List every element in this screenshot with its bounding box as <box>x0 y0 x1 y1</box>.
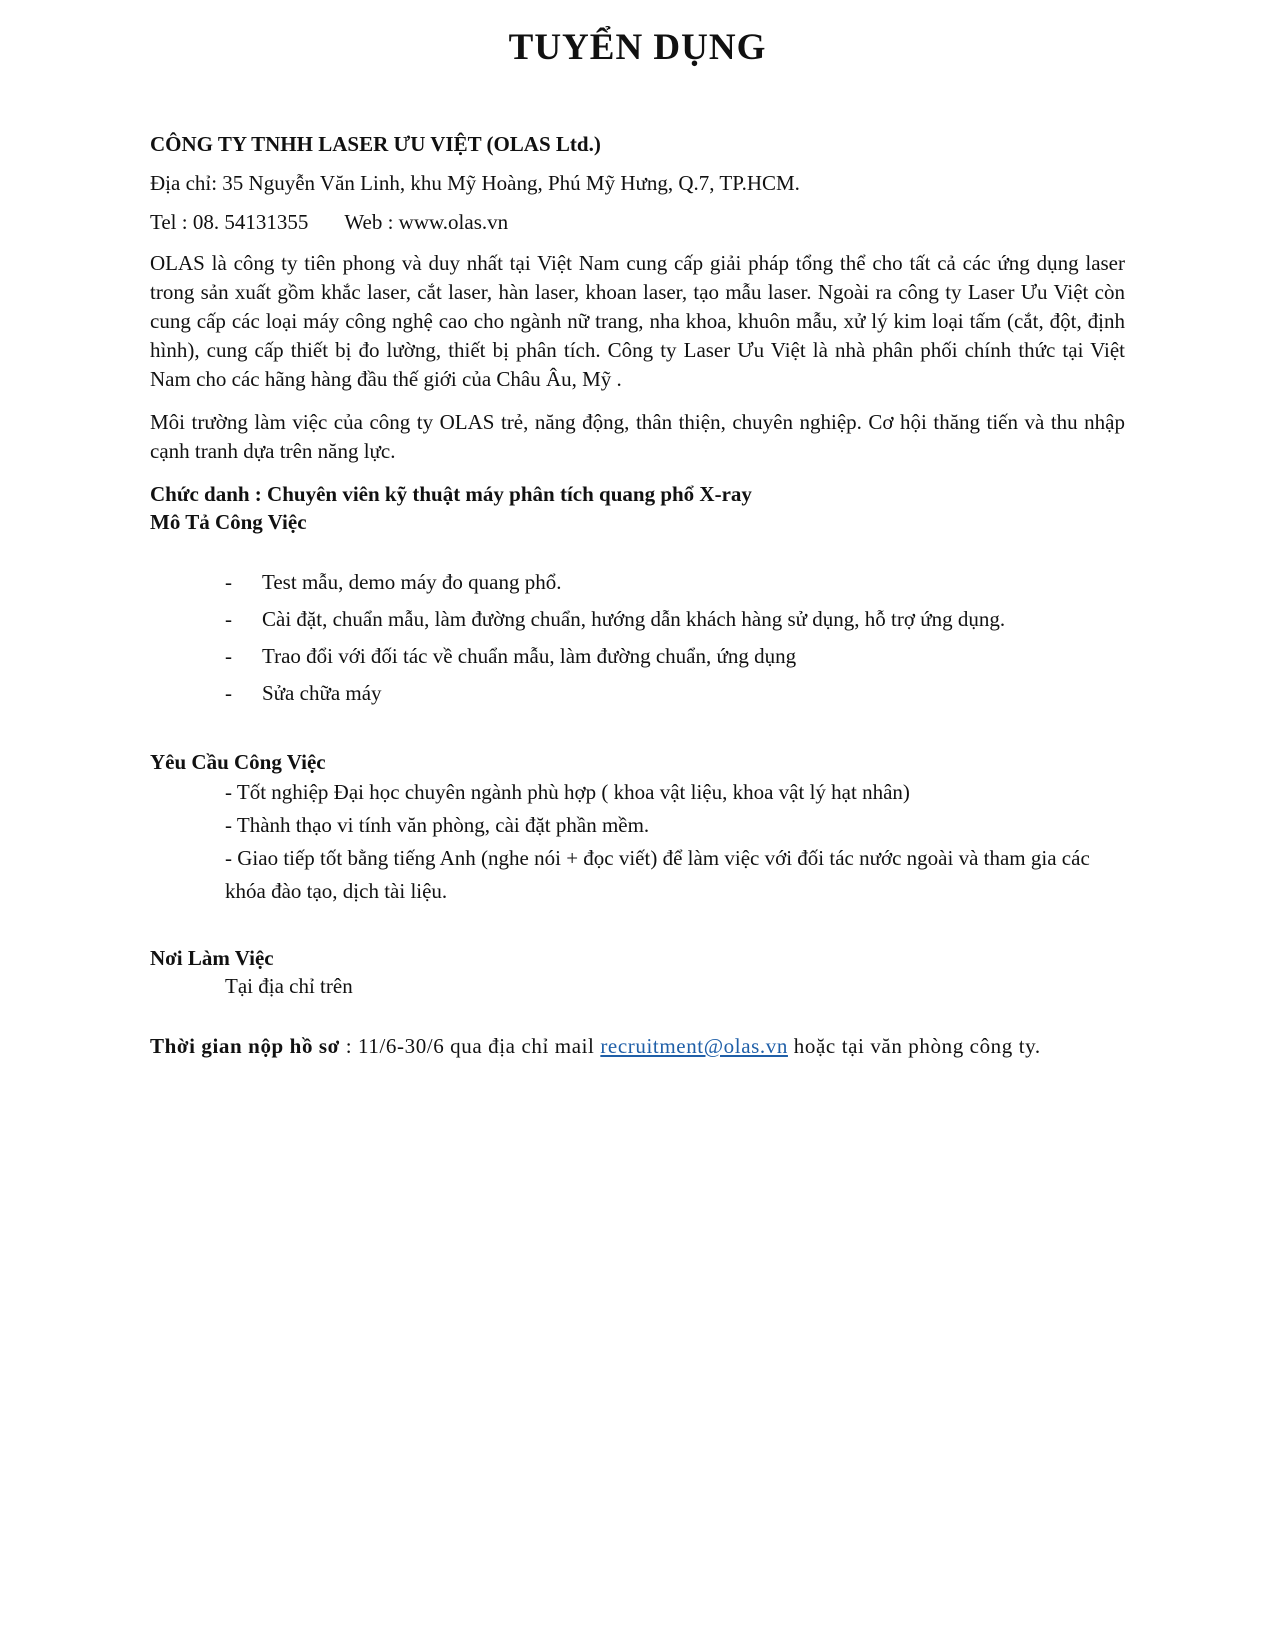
dash-marker: - <box>225 607 232 631</box>
deadline-text: : 11/6-30/6 qua địa chỉ mail <box>339 1034 601 1058</box>
document-content <box>150 132 1125 1061</box>
requirement-item: - Giao tiếp tốt bằng tiếng Anh (nghe nói + đọc viết) để làm việc với đối tác nước ngoài và tham gia các khóa đào tạo, dịch tài liệu. <box>225 846 1090 903</box>
list-item-text: Test mẫu, demo máy đo quang phổ. <box>262 570 562 594</box>
job-position: Chức danh : Chuyên viên kỹ thuật máy phân tích quang phổ X-ray <box>150 482 752 506</box>
location-section <box>150 944 1125 1000</box>
list-item-text: Sửa chữa máy <box>262 681 382 705</box>
requirements-list <box>150 776 1125 908</box>
list-item <box>150 675 1125 712</box>
job-description-heading: Mô Tả Công Việc <box>150 510 307 534</box>
location-heading: Nơi Làm Việc <box>150 946 274 970</box>
dash-marker: - <box>225 681 232 705</box>
list-item <box>150 601 1125 638</box>
company-environment: Môi trường làm việc của công ty OLAS trẻ, năng động, thân thiện, chuyên nghiệp. Cơ hội thăng tiến và thu nhập cạnh tranh dựa trên năng lực. <box>150 410 1125 463</box>
deadline-label: Thời gian nộp hồ sơ <box>150 1034 340 1058</box>
list-item-text: Cài đặt, chuẩn mẫu, làm đường chuẩn, hướng dẫn khách hàng sử dụng, hỗ trợ ứng dụng. <box>262 607 1006 631</box>
location-text: Tại địa chỉ trên <box>225 974 353 998</box>
company-tel: Tel : 08. 54131355 <box>150 210 309 234</box>
company-web: Web : www.olas.vn <box>344 210 509 234</box>
dash-marker: - <box>225 644 232 668</box>
company-intro: OLAS là công ty tiên phong và duy nhất tại Việt Nam cung cấp giải pháp tổng thể cho tất cả các ứng dụng laser trong sản xuất gồm khắc laser, cắt laser, hàn laser, khoan laser, tạo mẫu laser. Ngoài ra công ty Laser Ưu Việt còn cung cấp các loại máy công nghệ cao cho ngành nữ trang, nha khoa, khuôn mẫu, xử lý kim loại tấm (cắt, đột, định hình), cung cấp thiết bị đo lường, thiết bị phân tích. Công ty Laser Ưu Việt là nhà phân phối chính thức tại Việt Nam cho các hãng hàng đầu thế giới của Châu Âu, Mỹ . <box>150 251 1125 391</box>
company-name: CÔNG TY TNHH LASER ƯU VIỆT (OLAS Ltd.) <box>150 132 601 156</box>
page-title: TUYỂN DỤNG <box>508 27 767 68</box>
company-contact <box>150 210 1125 235</box>
list-item-text: Trao đổi với đối tác về chuẩn mẫu, làm đường chuẩn, ứng dụng <box>262 644 797 668</box>
list-item <box>150 564 1125 601</box>
job-headings <box>150 480 1125 536</box>
job-description-list <box>150 564 1125 712</box>
application-deadline <box>150 1032 1125 1061</box>
email-link[interactable]: recruitment@olas.vn <box>600 1034 788 1058</box>
requirements-section <box>150 748 1125 908</box>
dash-marker: - <box>225 570 232 594</box>
requirement-item: - Thành thạo vi tính văn phòng, cài đặt phần mềm. <box>225 813 650 837</box>
list-item <box>150 638 1125 675</box>
requirements-heading: Yêu Cầu Công Việc <box>150 750 326 774</box>
requirement-item: - Tốt nghiệp Đại học chuyên ngành phù hợp ( khoa vật liệu, khoa vật lý hạt nhân) <box>225 780 910 804</box>
deadline-text-after: hoặc tại văn phòng công ty. <box>787 1034 1041 1058</box>
company-address: Địa chỉ: 35 Nguyễn Văn Linh, khu Mỹ Hoàng, Phú Mỹ Hưng, Q.7, TP.HCM. <box>150 171 800 195</box>
